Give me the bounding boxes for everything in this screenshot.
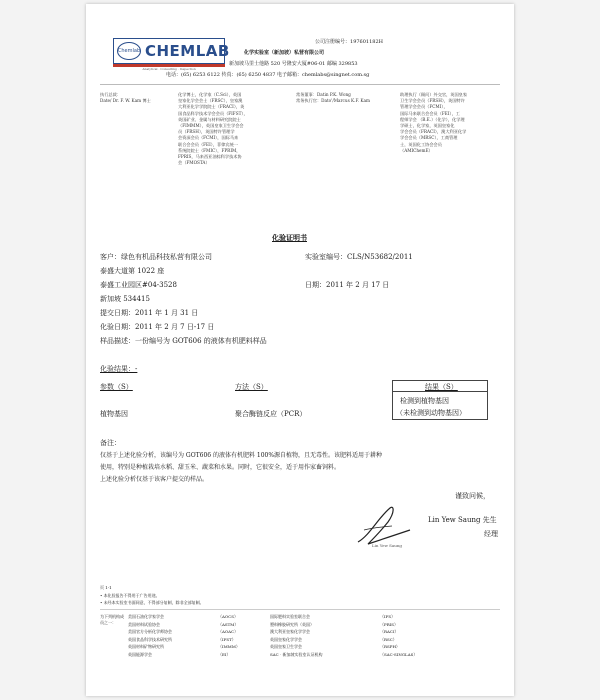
company-address: 新加坡马里士他路 520 号隆安大厦#06-01 邮编 329853: [229, 61, 358, 67]
param-value: 植物基因: [100, 410, 128, 418]
date-value: 2011 年 2 月 17 日: [326, 281, 390, 289]
member-entry: 澳大利亚皇家化学学会: [270, 629, 310, 634]
staff-line: 程师学会 （B.E.）（化学），化学理: [400, 116, 465, 122]
sample-desc: 一份编号为 GOT606 的液体有机肥料样品: [135, 337, 267, 345]
sample-label: 样品描述：: [100, 337, 135, 345]
member-entry: 国际肥料实验室联合会: [270, 614, 310, 619]
staff-line: 会资深会员（FCMI），国际马来: [178, 135, 239, 141]
submit-label: 提交日期：: [100, 309, 135, 317]
staff-line: （AMIChemE）: [400, 147, 433, 153]
member-entry: 英国食品科学技术研究所: [128, 636, 172, 642]
member-entry: 英国皇家化学学会: [270, 636, 302, 642]
staff-name: Date/ Dr. F. W. Kam 博士: [100, 98, 151, 104]
header-rule: [100, 84, 500, 85]
client-address-3: 新加坡 534415: [100, 295, 150, 303]
member-entry: （SAC-SINGLAS）: [380, 651, 418, 657]
email: chemlabs@singnet.com.sg: [301, 72, 370, 78]
staff-col1: [100, 92, 151, 104]
chemlab-logo: [113, 38, 230, 64]
results-title: 化验结果：-: [100, 365, 138, 373]
client-address-2: 泰盛工业园区#04-3528: [100, 281, 177, 289]
staff-line: 学会会员（FRACI），澳大利亚化学: [400, 129, 467, 135]
client-label: 客户：: [100, 253, 121, 261]
staff-line: 士，英国化工协会会员: [400, 141, 442, 147]
staff-line: FPRIS，马来西亚油棕科学技术协: [178, 154, 242, 160]
test-date: 2011 年 2 月 7 日-17 日: [135, 323, 215, 331]
param-header: 参数（S）: [100, 383, 133, 391]
staff-line: 英国矿业、金属与材料研究院院士: [178, 116, 241, 122]
reg-number: 197601182H: [350, 39, 384, 45]
remarks-line-1: 仅基于上述化验分析，该编号为 GOT606 的液体有机肥料 100%源自植物，且无毒性。该肥料适用于耕种: [100, 452, 383, 459]
member-entry: （AOCS）: [218, 614, 238, 619]
client-line: [100, 252, 212, 262]
member-entry: （IMMM）: [218, 644, 240, 649]
staff-title: 执行总裁：: [100, 92, 121, 97]
staff-line: （FIMMM），英国皇家卫生学会会: [178, 123, 244, 129]
member-entry: 英国能源学会: [128, 651, 152, 657]
remarks-line-3: 上述化验分析仅基于该客户提交的样品。: [100, 476, 209, 483]
closing: 谨致问候，: [455, 492, 490, 500]
remarks-title: 备注：: [100, 439, 121, 447]
member-entry: 美国材料试验协会: [128, 621, 160, 627]
director-line: 常务董事：Datin P.K. Wong: [296, 92, 351, 97]
staff-line: 学硕士，化学家，英国皇家化: [400, 123, 455, 129]
member-entry: 英国材料矿物研究所: [128, 644, 164, 649]
member-entry: 塑料橡胶研究所（英国）: [270, 621, 314, 627]
staff-line: 系统院院士（FMIC），FPRIM，: [178, 147, 241, 153]
staff-line: 国际马来联合会会员（FEI），工: [400, 110, 460, 116]
result-header: 结果（S）: [425, 383, 458, 391]
lab-number-line: [305, 252, 413, 262]
signatory-name: Lin Yew Saung 先生: [428, 516, 497, 524]
member-entry: 英国皇家卫生学会: [270, 644, 302, 649]
staff-col2: [178, 92, 288, 166]
member-entry: （ASTM）: [218, 621, 239, 627]
footer-note-2: • 未经本实验室书面同意，不得部分复制，除非全部复制。: [100, 600, 204, 605]
reg-label: 公司注册编号：: [315, 39, 351, 45]
staff-line: 化学博士，化学家（C.Sci），英国: [178, 92, 242, 97]
staff-col4: [400, 92, 505, 154]
members-label: 为下列机构成员之一：: [100, 614, 124, 625]
member-entry: （RSC）: [380, 636, 397, 642]
result-line-1: 检测到植物基因: [400, 397, 449, 405]
page-ref: 页 1-1: [100, 585, 112, 590]
staff-line: 联合会会员（FEI），菲律宾统一: [178, 141, 238, 147]
signature-caption: Lin Yew Saung: [372, 543, 402, 548]
staff-line: 员（FRSH），英国特许管理学: [178, 129, 235, 135]
result-line-2: （未检测到动物基因）: [396, 409, 466, 417]
member-entry: （EI）: [218, 651, 231, 657]
brand-name: CHEMLAB: [145, 42, 230, 60]
result-box-divider: [392, 391, 488, 392]
method-value: 聚合酶链反应（PCR）: [235, 410, 307, 418]
submit-date: 2011 年 1 月 31 日: [135, 309, 199, 317]
member-entry: （AOAC）: [218, 629, 239, 634]
lab-no: CLS/N53682/2011: [347, 253, 413, 261]
certificate-title: 化验证明书: [272, 233, 307, 242]
date-line: [305, 280, 389, 290]
staff-line: 助理执行（顾问）外交官，英国皇家: [400, 92, 468, 97]
chemlab-badge-icon: Chemlab: [117, 42, 141, 60]
member-entry: SAC · 新加坡实验室认证机构: [270, 651, 323, 657]
staff-line: 大利亚化学学院院士（FRACI），英: [178, 104, 245, 110]
member-entry: 美国官方分析化学师协会: [128, 629, 172, 634]
client-name: 绿色有机品科技私营有限公司: [121, 253, 212, 261]
signatory-title: 经理: [484, 530, 498, 538]
footer-note-1: • 本化验报告不得用于广告用途。: [100, 593, 160, 598]
lab-no-label: 实验室编号：: [305, 253, 347, 261]
registration-line: [315, 39, 383, 46]
company-name: 化学实验室（新加坡）私营有限公司: [244, 50, 325, 56]
contact-line: [166, 72, 369, 79]
staff-line: 会（FMOSTA）: [178, 160, 210, 166]
member-entry: （IFST）: [218, 636, 236, 642]
client-address-1: 泰盛大道第 1022 座: [100, 267, 165, 275]
staff-line: 学会会员（MRSC），工商管理: [400, 135, 458, 141]
staff-line: 国食品科学技术学会会员（FIFST），: [178, 110, 248, 116]
remarks-line-2: 使用，特别是种植栽培水稻、甜玉米、蔬菜和水果。同时，它很安全，适于用作家畜饲料。: [100, 464, 341, 471]
footer-rule: [100, 609, 500, 610]
date-label: 日期：: [305, 281, 326, 289]
test-label: 化验日期：: [100, 323, 135, 331]
staff-line: 皇家化学会会士（FRSC），皇家澳: [178, 98, 243, 104]
staff-line: 卫生学会会员（FRSH），英国特许: [400, 98, 465, 104]
member-entry: （RACI）: [380, 629, 399, 634]
member-entry: 美国石油化学家学会: [128, 614, 164, 619]
method-header: 方法（S）: [235, 383, 268, 391]
staff-line: 管理学会会员（FCMI），: [400, 104, 448, 110]
submit-date-line: [100, 308, 198, 318]
brand-tagline: Analytical · Consulting · Inspection: [142, 67, 196, 71]
staff-col3: [296, 92, 370, 104]
sample-line: [100, 336, 267, 346]
phone-fax: 电话：(65) 6253 6122 传真：(65) 6250 4837 电子邮箱：: [166, 72, 302, 78]
test-date-line: [100, 322, 214, 332]
member-entry: （PRIS）: [380, 621, 399, 627]
executive-line: 常务执行官：Dato'/Marcus K.F. Kam: [296, 98, 371, 104]
member-entry: （RSPH）: [380, 644, 400, 649]
member-entry: （IFS）: [380, 614, 396, 619]
